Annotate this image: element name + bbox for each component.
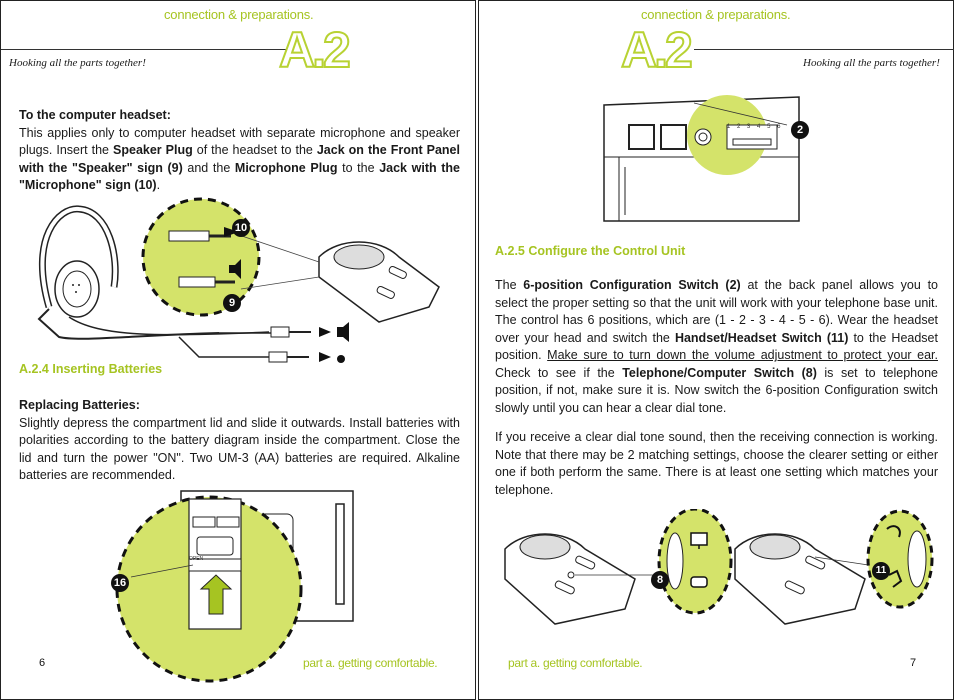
- page-number: 7: [910, 657, 917, 669]
- text-bold: Jack with the "Microphone" sign (10): [19, 160, 461, 192]
- text-run: The: [495, 278, 524, 292]
- callout-9-badge: 9: [223, 294, 241, 312]
- callout-2-badge: 2: [791, 121, 809, 139]
- section-heading-batteries: A.2.4 Inserting Batteries: [19, 362, 163, 376]
- text-run: .: [156, 178, 161, 192]
- text-run: of the headset to the: [192, 143, 317, 157]
- callout-8-badge: 8: [651, 571, 669, 589]
- section-heading-config: A.2.5 Configure the Control Unit: [495, 244, 686, 258]
- batteries-heading: Replacing Batteries:: [19, 398, 140, 412]
- config-instructions: [495, 277, 938, 417]
- text-bold: Handset/Headset Switch (11): [674, 330, 849, 345]
- text-run: to the Headset position.: [495, 330, 938, 362]
- headset-instructions: [19, 107, 460, 195]
- text-bold: Speaker Plug: [113, 143, 193, 157]
- header-rule: [1, 49, 291, 50]
- subtitle: Hooking all the parts together!: [9, 57, 146, 69]
- footer-text: part a. getting comfortable.: [508, 656, 643, 670]
- switch-number: 4: [757, 124, 763, 130]
- switch-number: 2: [737, 124, 743, 130]
- section-badge: A.2: [279, 22, 348, 78]
- subtitle: Hooking all the parts together!: [803, 57, 940, 69]
- text-bold: 6-position Configuration Switch (2): [523, 278, 741, 292]
- header-rule: [694, 49, 954, 50]
- text-run: is set to telephone position, if not, make sure it is. Now switch the 6-position Configuration switch slowly until you can hear a clear dial tone.: [495, 365, 938, 415]
- back-panel-figure: [599, 95, 809, 225]
- left-page: [0, 0, 476, 700]
- text-run: and the: [182, 160, 235, 175]
- switch-number: 3: [747, 124, 753, 130]
- right-page: [478, 0, 954, 700]
- headset-heading: To the computer headset:: [19, 108, 171, 122]
- callout-10-badge: 10: [232, 219, 250, 237]
- callout-16-badge: 16: [111, 574, 129, 592]
- text-bold: Microphone Plug: [234, 160, 338, 175]
- switch-number: 6: [777, 124, 783, 130]
- batteries-text: Slightly depress the compartment lid and slide it outwards. Install batteries with polarities according to the battery diagram inside the compartment. Close the lid and turn the power "ON". Two UM-3 (AA) batteries are required. Alkaline batteries are recommended.: [19, 415, 460, 482]
- footer-text: part a. getting comfortable.: [303, 656, 438, 670]
- text-underlined: Make sure to turn down the volume adjustment to protect your ear.: [547, 348, 938, 362]
- page-number: 6: [39, 657, 46, 669]
- switch-numbers: [727, 124, 783, 130]
- text-bold: Jack on the Front Panel with the "Speaker" sign (9): [19, 143, 460, 175]
- section-badge: A.2: [621, 22, 690, 78]
- batteries-instructions: [19, 397, 460, 485]
- text-run: to the: [337, 160, 380, 175]
- dial-tone-paragraph: If you receive a clear dial tone sound, then the receiving connection is working. Note that there may be 2 matching settings, choose the clearer setting or either one if both perform the same. There is at least one setting which matches your telephone.: [495, 430, 938, 497]
- text-bold: Telephone/Computer Switch (8): [622, 365, 817, 380]
- header-title: connection & preparations.: [641, 7, 791, 22]
- lid-open-label: OPEN: [189, 556, 204, 562]
- switch-number: 1: [727, 124, 733, 130]
- switch-number: 5: [767, 124, 773, 130]
- text-run: This applies only to computer headset with separate microphone and speaker plugs. Insert the: [19, 125, 460, 157]
- header-title: connection & preparations.: [164, 7, 314, 22]
- text-run: at the back panel allows you to select the proper setting so that the unit will work with your telephone base unit. The control has 6 positions, which are (1 - 2 - 3 - 4 - 5 - 6). Wear the headset over your head and switch the: [495, 278, 939, 345]
- text-run: Check to see if the: [495, 365, 623, 380]
- callout-11-badge: 11: [872, 562, 890, 580]
